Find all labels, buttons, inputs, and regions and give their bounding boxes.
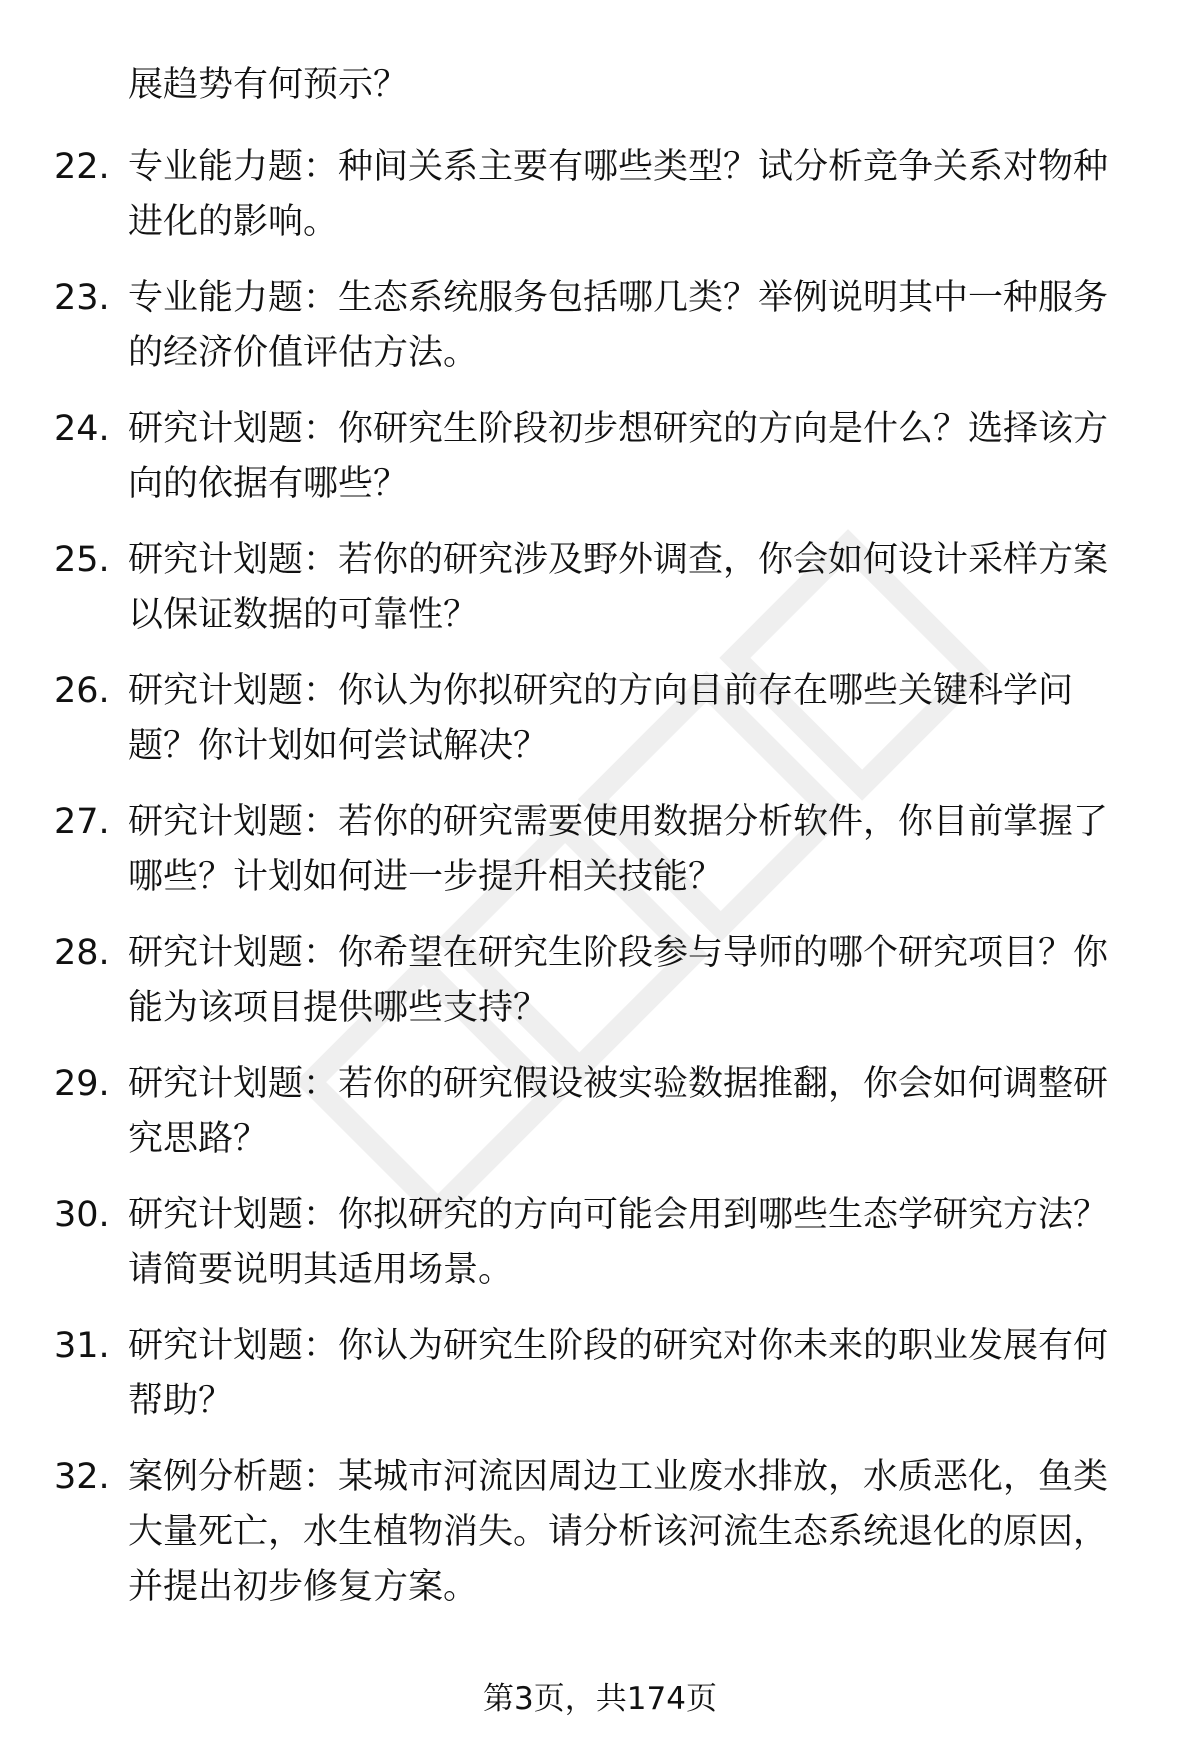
list-item: [0, 271, 1200, 402]
list-item: [0, 926, 1200, 1057]
item-number: 22.: [54, 147, 110, 187]
list-item: [0, 533, 1200, 664]
item-text: 研究计划题：你认为你拟研究的方向目前存在哪些关键科学问题？你计划如何尝试解决？: [128, 671, 1074, 766]
item-text: 案例分析题：某城市河流因周边工业废水排放，水质恶化，鱼类大量死亡，水生植物消失。请分析该河流生态系统退化的原因，并提出初步修复方案。: [128, 1457, 1109, 1607]
item-text: 研究计划题：若你的研究涉及野外调查，你会如何设计采样方案以保证数据的可靠性？: [128, 540, 1109, 635]
item-number: 28.: [54, 933, 110, 973]
continuation-text: 展趋势有何预示？: [128, 65, 409, 105]
item-text: 研究计划题：你研究生阶段初步想研究的方向是什么？选择该方向的依据有哪些？: [128, 409, 1109, 504]
item-number: 27.: [54, 802, 110, 842]
question-list: [0, 140, 1200, 1626]
item-number: 24.: [54, 409, 110, 449]
item-number: 32.: [54, 1457, 110, 1497]
list-item: [0, 1319, 1200, 1450]
item-text: 专业能力题：种间关系主要有哪些类型？试分析竞争关系对物种进化的影响。: [128, 147, 1109, 242]
list-item: [0, 402, 1200, 533]
item-text: 研究计划题：你拟研究的方向可能会用到哪些生态学研究方法？请简要说明其适用场景。: [128, 1195, 1109, 1290]
item-text: 研究计划题：若你的研究假设被实验数据推翻，你会如何调整研究思路？: [128, 1064, 1109, 1159]
item-number: 31.: [54, 1326, 110, 1366]
item-text: 研究计划题：你希望在研究生阶段参与导师的哪个研究项目？你能为该项目提供哪些支持？: [128, 933, 1109, 1028]
item-text: 专业能力题：生态系统服务包括哪几类？举例说明其中一种服务的经济价值评估方法。: [128, 278, 1109, 373]
page-footer: 第3页，共174页: [483, 1681, 717, 1717]
list-item: [0, 795, 1200, 926]
list-item: [0, 140, 1200, 271]
item-number: 29.: [54, 1064, 110, 1104]
list-item: [0, 664, 1200, 795]
item-number: 30.: [54, 1195, 110, 1235]
item-text: 研究计划题：若你的研究需要使用数据分析软件，你目前掌握了哪些？计划如何进一步提升相关技能？: [128, 802, 1109, 897]
item-number: 23.: [54, 278, 110, 318]
list-item: [0, 1188, 1200, 1319]
list-item: [0, 1057, 1200, 1188]
item-number: 25.: [54, 540, 110, 580]
list-item: [0, 1450, 1200, 1626]
item-text: 研究计划题：你认为研究生阶段的研究对你未来的职业发展有何帮助？: [128, 1326, 1109, 1421]
item-number: 26.: [54, 671, 110, 711]
